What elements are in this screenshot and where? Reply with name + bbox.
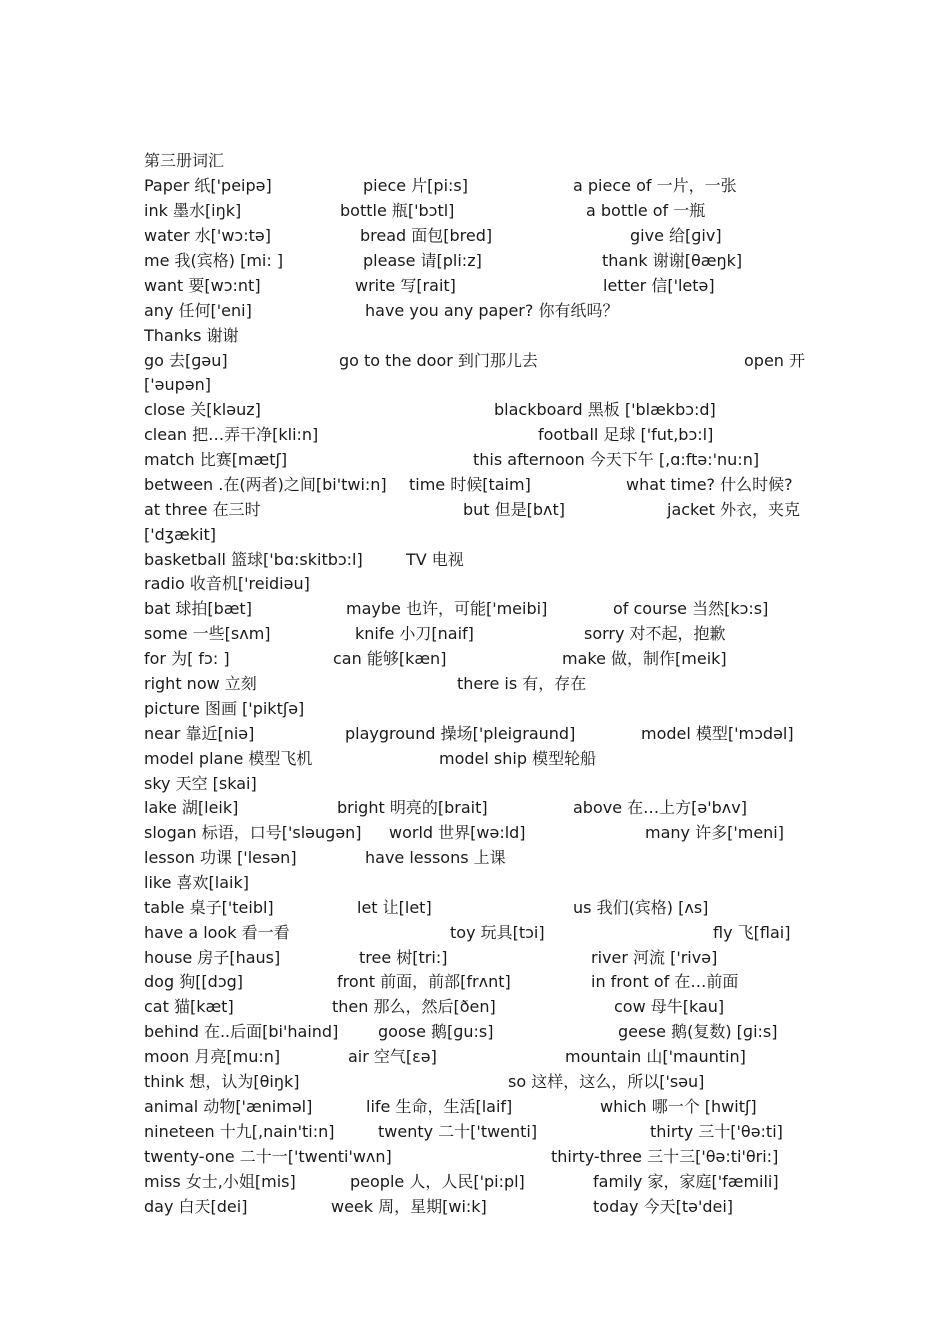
vocab-line <box>144 1045 814 1069</box>
vocab-line <box>144 448 814 472</box>
vocab-entry: this afternoon 今天下午 [,ɑ:ftə:'nu:n] <box>473 450 760 469</box>
vocab-entry: twenty-one 二十一['twenti'wʌn] <box>144 1147 392 1166</box>
vocab-line <box>144 871 814 895</box>
vocab-line <box>144 1170 814 1194</box>
vocab-entry: cow 母牛[kau] <box>614 997 725 1016</box>
vocab-line <box>144 398 814 422</box>
vocab-entry: go to the door 到门那儿去 <box>339 351 538 370</box>
vocab-entry: Thanks 谢谢 <box>144 326 239 345</box>
vocab-entry: a piece of 一片，一张 <box>573 176 737 195</box>
vocab-entry: model plane 模型飞机 <box>144 749 313 768</box>
vocab-line <box>144 498 814 522</box>
vocab-line <box>144 622 814 646</box>
vocab-line <box>144 970 814 994</box>
vocab-entry: want 要[wɔ:nt] <box>144 276 261 295</box>
vocab-line <box>144 174 814 198</box>
vocab-entry: have a look 看一看 <box>144 923 290 942</box>
vocab-entry: today 今天[tə'dei] <box>593 1197 734 1216</box>
vocab-entry: a bottle of 一瓶 <box>586 201 706 220</box>
vocab-entry: in front of 在…前面 <box>591 972 739 991</box>
vocab-line <box>144 199 814 223</box>
vocab-entry: dog 狗[[dɔg] <box>144 972 244 991</box>
vocab-entry: sky 天空 [skai] <box>144 774 257 793</box>
vocab-entry: nineteen 十九[,nain'ti:n] <box>144 1122 335 1141</box>
vocab-entry: water 水['wɔ:tə] <box>144 226 271 245</box>
vocab-entry: bottle 瓶['bɔtl] <box>340 201 455 220</box>
vocab-line <box>144 572 814 596</box>
vocab-line <box>144 597 814 621</box>
vocab-line <box>144 896 814 920</box>
vocab-line <box>144 1195 814 1219</box>
vocab-entry: clean 把…弄干净[kli:n] <box>144 425 319 444</box>
vocab-line <box>144 473 814 497</box>
vocab-entry: mountain 山['mauntin] <box>565 1047 746 1066</box>
vocab-entry: match 比赛[mætʃ] <box>144 450 288 469</box>
vocab-line <box>144 921 814 945</box>
vocab-entry: ink 墨水[iŋk] <box>144 201 242 220</box>
vocab-entry: time 时候[taim] <box>409 475 531 494</box>
vocab-entry: right now 立刻 <box>144 674 257 693</box>
vocab-entry: cat 猫[kæt] <box>144 997 234 1016</box>
vocab-line <box>144 722 814 746</box>
vocab-line <box>144 946 814 970</box>
vocab-line <box>144 349 814 373</box>
vocab-entry: what time? 什么时候? <box>626 475 793 494</box>
vocab-line <box>144 772 814 796</box>
vocab-entry: sorry 对不起，抱歉 <box>584 624 726 643</box>
vocab-entry: family 家，家庭['fæmili] <box>593 1172 779 1191</box>
vocab-entry: piece 片[pi:s] <box>363 176 468 195</box>
vocab-line <box>144 324 814 348</box>
vocab-entry: many 许多['meni] <box>645 823 784 842</box>
vocab-entry: open 开 <box>744 351 806 370</box>
vocab-entry: picture 图画 ['piktʃə] <box>144 699 305 718</box>
vocab-line <box>144 373 814 397</box>
vocab-entry: toy 玩具[tɔi] <box>450 923 545 942</box>
vocab-entry: goose 鹅[ɡu:s] <box>378 1022 494 1041</box>
vocab-entry: tree 树[tri:] <box>359 948 448 967</box>
vocab-line <box>144 1145 814 1169</box>
vocab-entry: ['əupən] <box>144 375 212 394</box>
vocab-entry: radio 收音机['reidiəu] <box>144 574 310 593</box>
vocab-entry: make 做，制作[meik] <box>562 649 727 668</box>
vocab-entry: bat 球拍[bæt] <box>144 599 252 618</box>
vocab-entry: front 前面，前部[frʌnt] <box>337 972 511 991</box>
vocab-entry: but 但是[bʌt] <box>463 500 566 519</box>
vocab-line <box>144 796 814 820</box>
doc-title <box>144 149 814 173</box>
vocab-entry: which 哪一个 [hwitʃ] <box>600 1097 757 1116</box>
vocab-entry: bread 面包[bred] <box>360 226 493 245</box>
vocab-entry: day 白天[dei] <box>144 1197 248 1216</box>
vocab-line <box>144 1095 814 1119</box>
vocab-line <box>144 821 814 845</box>
vocab-entry: slogan 标语，口号['sləuɡən] <box>144 823 362 842</box>
vocab-line <box>144 224 814 248</box>
vocab-entry: twenty 二十['twenti] <box>378 1122 538 1141</box>
vocab-entry: Paper 纸['peipə] <box>144 176 272 195</box>
vocab-entry: so 这样，这么，所以['səu] <box>508 1072 705 1091</box>
vocab-line <box>144 274 814 298</box>
vocab-line <box>144 299 814 323</box>
vocab-entry: model 模型['mɔdəl] <box>641 724 794 743</box>
vocab-entry: like 喜欢[laik] <box>144 873 249 892</box>
vocab-entry: for 为[ fɔ: ] <box>144 649 230 668</box>
vocab-line <box>144 697 814 721</box>
vocab-entry: basketball 篮球['bɑ:skitbɔ:l] <box>144 550 363 569</box>
vocab-entry: let 让[let] <box>357 898 432 917</box>
vocab-entry: life 生命，生活[laif] <box>366 1097 513 1116</box>
vocab-entry: give 给[ɡiv] <box>630 226 722 245</box>
vocab-entry: close 关[kləuz] <box>144 400 261 419</box>
vocab-entry: think 想，认为[θiŋk] <box>144 1072 300 1091</box>
vocab-line <box>144 647 814 671</box>
vocab-entry: of course 当然[kɔ:s] <box>613 599 769 618</box>
vocab-entry: any 任何['eni] <box>144 301 252 320</box>
vocab-entry: thank 谢谢[θæŋk] <box>602 251 743 270</box>
vocab-entry: there is 有，存在 <box>457 674 587 693</box>
vocab-line <box>144 747 814 771</box>
vocab-entry: river 河流 ['rivə] <box>591 948 718 967</box>
vocab-entry: then 那么，然后[ðen] <box>332 997 496 1016</box>
vocab-line <box>144 249 814 273</box>
vocab-entry: have you any paper? 你有纸吗？ <box>365 301 619 320</box>
vocab-entry: blackboard 黑板 ['blækbɔ:d] <box>494 400 716 419</box>
vocab-entry: knife 小刀[naif] <box>355 624 474 643</box>
vocab-entry: please 请[pli:z] <box>363 251 482 270</box>
vocab-entry: miss 女士,小姐[mis] <box>144 1172 296 1191</box>
vocab-entry: playground 操场['pleiɡraund] <box>345 724 576 743</box>
vocab-line <box>144 846 814 870</box>
vocab-line <box>144 1020 814 1044</box>
vocab-entry: ['dʒækit] <box>144 525 216 544</box>
vocab-line <box>144 1070 814 1094</box>
vocab-entry: go 去[ɡəu] <box>144 351 228 370</box>
vocab-entry: thirty-three 三十三['θə:ti'θri:] <box>551 1147 779 1166</box>
vocab-entry: can 能够[kæn] <box>333 649 447 668</box>
vocab-entry: at three 在三时 <box>144 500 261 519</box>
vocab-entry: write 写[rait] <box>355 276 456 295</box>
vocab-entry: world 世界[wə:ld] <box>389 823 526 842</box>
vocab-entry: lesson 功课 ['lesən] <box>144 848 297 867</box>
vocab-entry: jacket 外衣，夹克 <box>667 500 800 519</box>
title-text: 第三册词汇 <box>144 151 225 170</box>
vocab-entry: near 靠近[niə] <box>144 724 255 743</box>
vocab-line <box>144 1120 814 1144</box>
vocab-entry: between .在(两者)之间[bi'twi:n] <box>144 475 387 494</box>
vocab-entry: lake 湖[leik] <box>144 798 239 817</box>
vocab-entry: thirty 三十['θə:ti] <box>650 1122 783 1141</box>
vocab-entry: people 人，人民['pi:pl] <box>350 1172 525 1191</box>
vocab-entry: us 我们(宾格) [ʌs] <box>573 898 709 917</box>
vocab-entry: above 在…上方[ə'bʌv] <box>573 798 747 817</box>
vocab-entry: behind 在..后面[bi'haind] <box>144 1022 339 1041</box>
vocab-entry: some 一些[sʌm] <box>144 624 271 643</box>
vocab-line <box>144 995 814 1019</box>
vocab-line <box>144 523 814 547</box>
vocab-entry: geese 鹅(复数) [ɡi:s] <box>618 1022 778 1041</box>
vocab-entry: letter 信['letə] <box>603 276 715 295</box>
vocab-entry: week 周，星期[wi:k] <box>331 1197 487 1216</box>
vocab-entry: table 桌子['teibl] <box>144 898 274 917</box>
vocab-entry: moon 月亮[mu:n] <box>144 1047 281 1066</box>
vocab-entry: me 我(宾格) [mi: ] <box>144 251 284 270</box>
vocab-entry: animal 动物['æniməl] <box>144 1097 313 1116</box>
vocab-entry: fly 飞[flai] <box>713 923 791 942</box>
vocab-entry: have lessons 上课 <box>365 848 506 867</box>
vocab-entry: TV 电视 <box>406 550 464 569</box>
vocab-entry: air 空气[εə] <box>348 1047 437 1066</box>
vocab-entry: model ship 模型轮船 <box>439 749 597 768</box>
vocab-line <box>144 423 814 447</box>
vocab-line <box>144 672 814 696</box>
vocab-line <box>144 548 814 572</box>
vocab-entry: football 足球 ['fut,bɔ:l] <box>538 425 714 444</box>
vocab-entry: bright 明亮的[brait] <box>337 798 488 817</box>
vocab-entry: house 房子[haus] <box>144 948 281 967</box>
vocab-entry: maybe 也许，可能['meibi] <box>346 599 548 618</box>
